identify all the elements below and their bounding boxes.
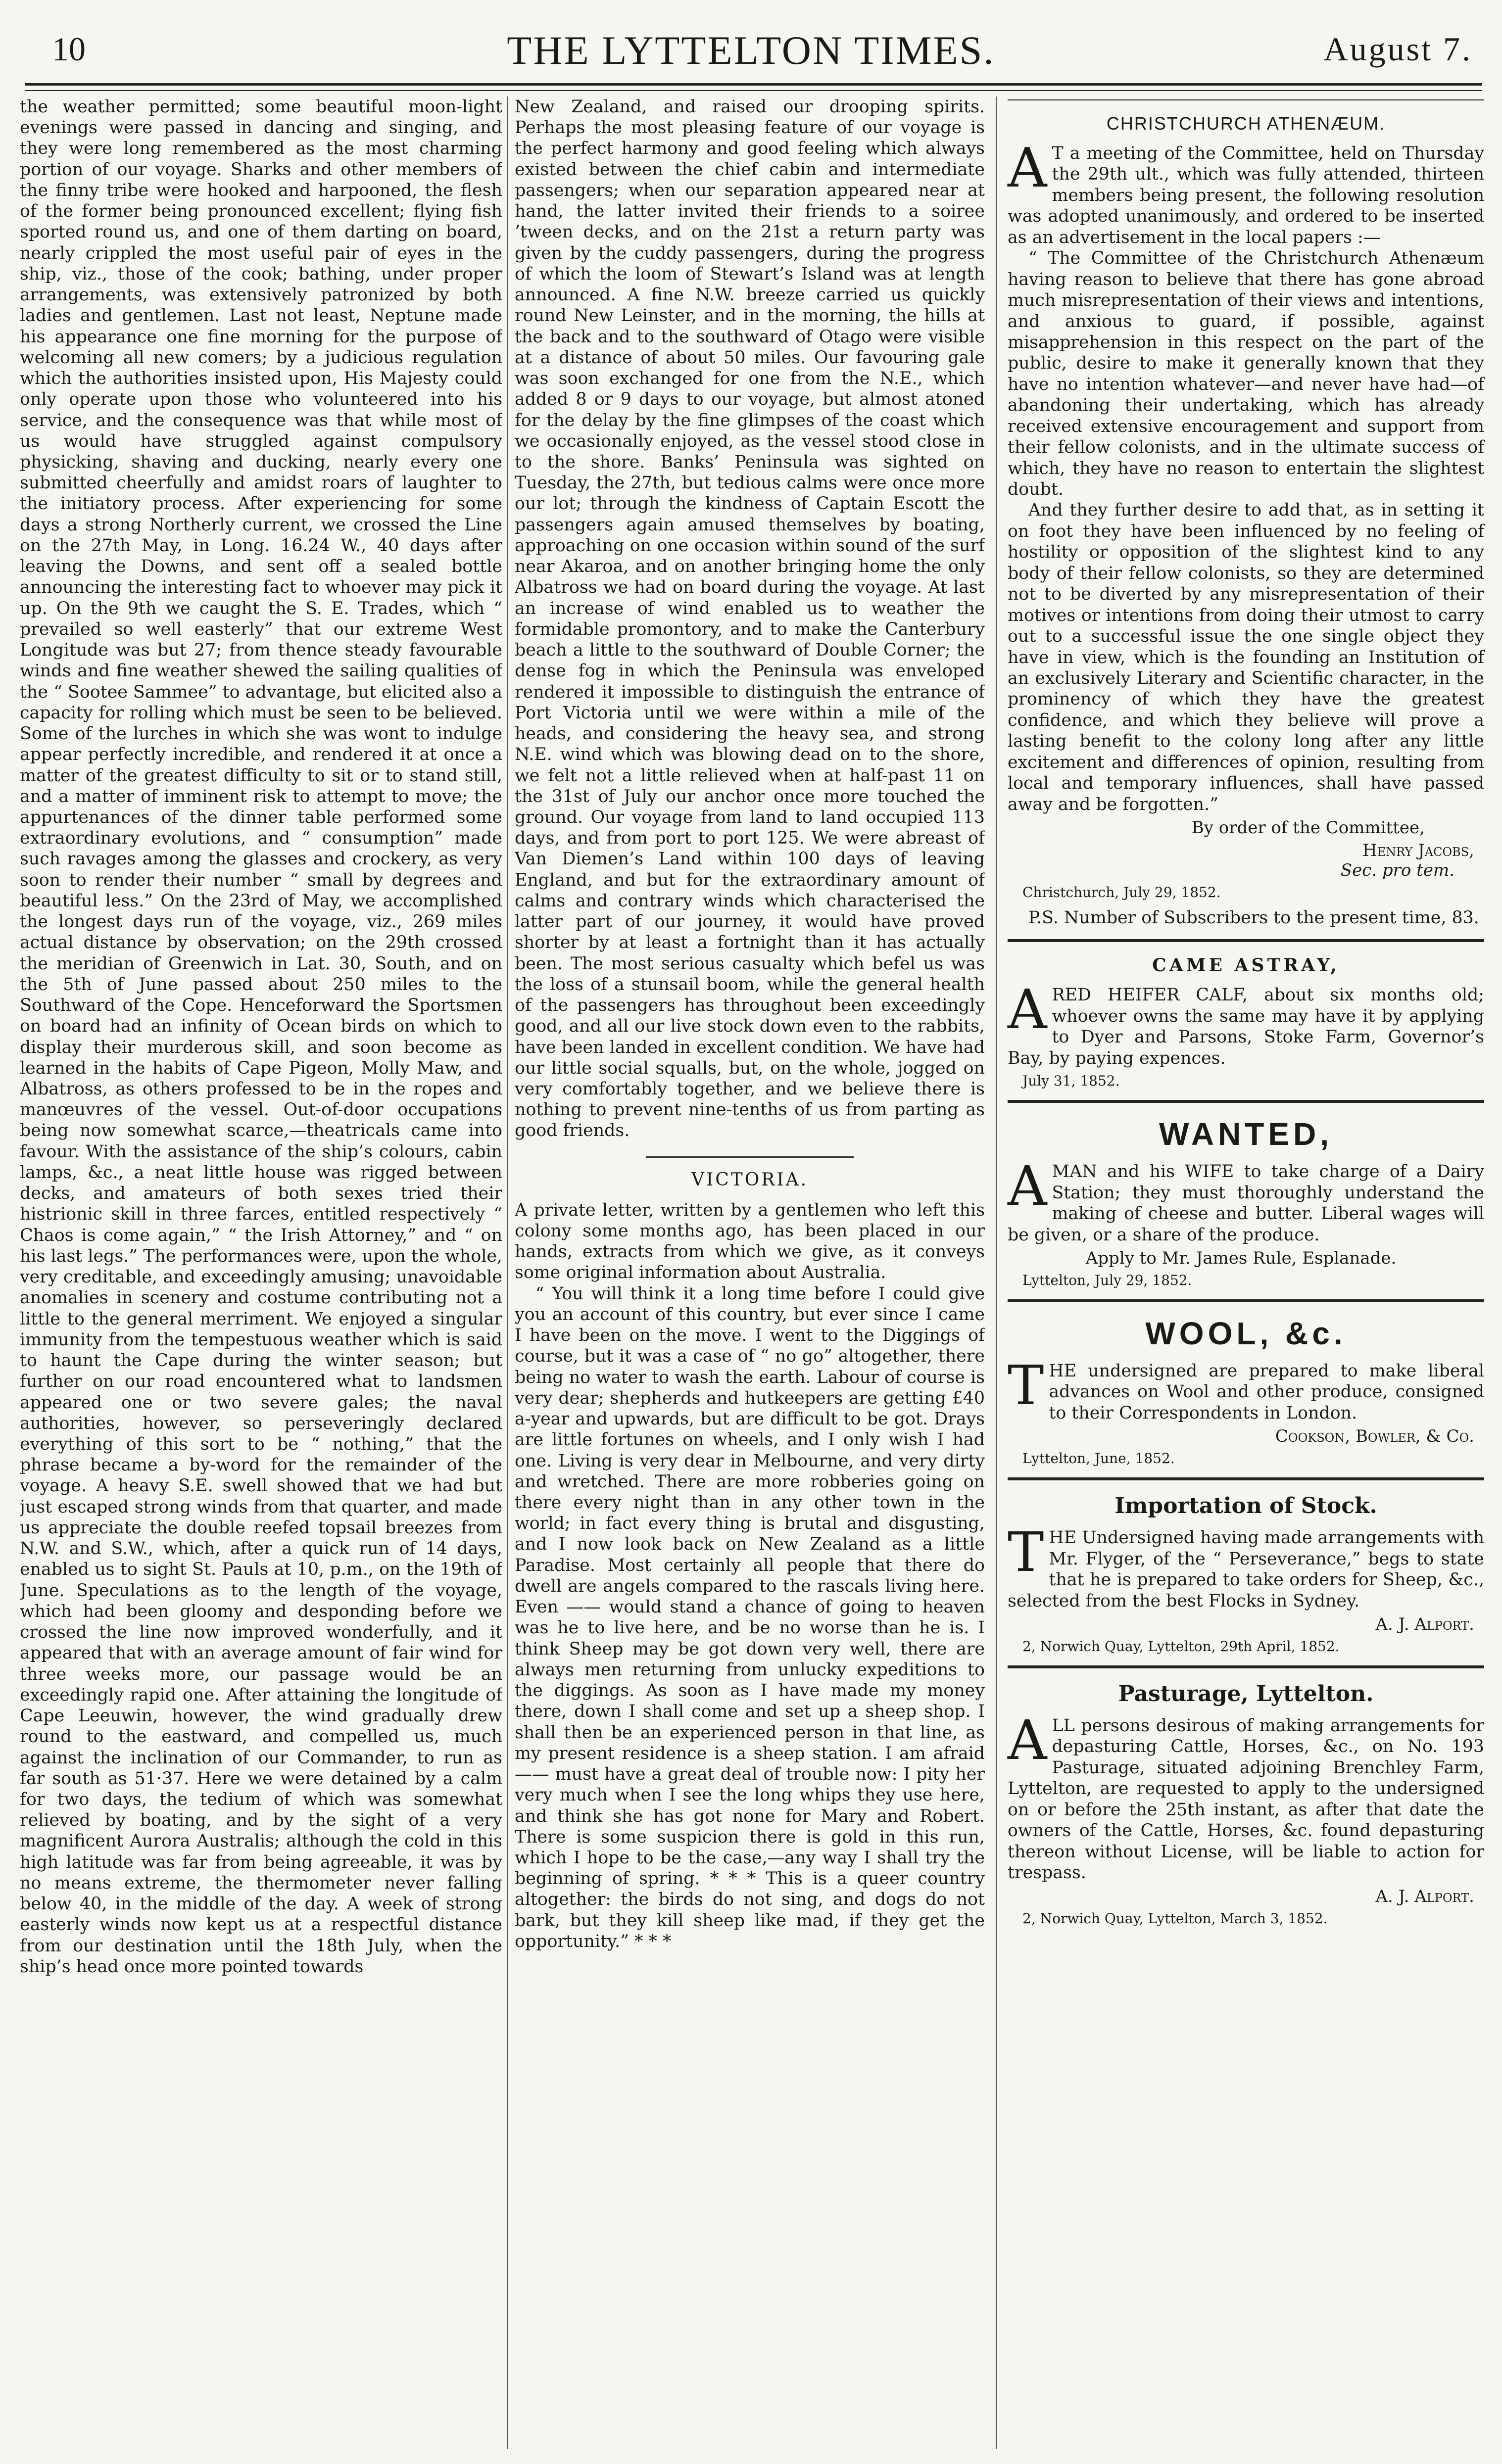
wanted-apply: Apply to Mr. James Rule, Esplanade. (1085, 1248, 1397, 1268)
wanted-dateline: Lyttelton, July 29, 1852. (1022, 1272, 1192, 1288)
came-astray-dateline: July 31, 1852. (1022, 1073, 1120, 1090)
masthead (0, 0, 1502, 94)
article-paragraph: the weather permitted; some beautiful moon-light evenings were passed in dancing and singing, and they were long remembered as the most charming portion of our voyage. Sharks and other members of the finny tribe were hooked and harpooned, the flesh of the former being pronounced excellent; flying fish sported round us, and one of them darting on board, nearly crippled the most useful pair of eyes in the ship, viz., those of the cook; bathing, under proper arrangements, was extensively patronized by both ladies and gentlemen. Last not least, Neptune made his appearance one fine morning for the purpose of welcoming all new comers; by a judicious regulation which the authorities insisted upon, His Majesty could only operate upon those who volunteered into his service, and the consequence was that while most of us would have struggled against compulsory physicking, shaving and ducking, nearly every one submitted cheerfully and amidst roars of laughter to the initiatory process. After experiencing for some days a strong Northerly current, we crossed the Line on the 27th May, in Long. 16.24 W., 40 days after leaving the Downs, and sent off a sealed bottle announcing the interesting fact to whoever may pick it up. On the 9th we caught the S. E. Trades, which “ prevailed so well easterly” that our extreme West Longitude was but 27; from thence steady favourable winds and fine weather shewed the sailing qualities of the “ Sootee Sammee” to advantage, but elicited also a capacity for rolling which must be seen to be believed. Some of the lurches in which she was wont to indulge appear perfectly incredible, and rendered it at once a matter of the greatest difficulty to sit or to stand still, and a matter of imminent risk to attempt to move; the appurtenances of the dinner table performed some extraordinary evolutions, and “ consumption” made such ravages among the glasses and crockery, as very soon to render their number “ small by degrees and beautiful less.” On the 23rd of May, we accomplished the longest days run of the voyage, viz., 269 miles actual distance by observation; on the 29th crossed the meridian of Greenwich in Lat. 30, South, and on the 5th of June passed about 250 miles to the Southward of the Cope. Henceforward the Sportsmen on board had an infinity of Ocean birds on which to display their murderous skill, and soon become as learned in the habits of Cape Pigeon, Molly Maw, and Albatross, as others professed to be in the ropes and manœuvres of the vessel. Out-of-door occupations being now somewhat scarce,—theatricals came into favour. With the assistance of the ship’s colours, cabin lamps, &c., a neat little house was rigged between decks, and amateurs of both sexes tried their histrionic skill in three farces, entitled respectively “ Chaos is come again,” “ the Irish Attorney,” and “ on his last legs.” The performances were, upon the whole, very creditable, and exceedingly amusing; unavoidable anomalies in scenery and costume contributing not a little to the general merriment. We enjoyed a singular immunity from the tempestuous weather which is said to haunt the Cape during the winter season; but further on our road encountered what to landsmen appeared one or two severe gales; the naval authorities, however, so perseveringly declared everything of this sort to be “ nothing,” that the phrase became a by-word for the remainder of the voyage. A heavy S.E. swell showed that we had but just escaped strong winds from that quarter, and made us appreciate the double reefed topsail breezes from N.W. and S.W., which, after a quick run of 14 days, enabled us to sight St. Pauls at 10, p.m., on the 19th of June. Speculations as to the length of the voyage, which had been gloomy and desponding before we crossed the line now improved wonderfully, and it appeared that with an average amount of fair wind for three weeks more, our passage would be an exceedingly rapid one. After attaining the longitude of Cape Leeuwin, however, the wind gradually drew round to the eastward, and compelled us, much against the inclination of our Commander, to run as far south as 51·37. Here we were detained by a calm for two days, the tedium of which was somewhat relieved by boating, and by the sight of a very magnificent Aurora Australis; although the cold in this high latitude was far from being agreeable, it was by no means extreme, the thermometer never falling below 40, in the middle of the day. A week of strong easterly winds now kept us at a respectful distance from our destination until the 18th July, when the ship’s head once more pointed towards (20, 97, 502, 1977)
stock-notice (1005, 1477, 1487, 1655)
dropcap: A (1008, 136, 1047, 199)
notice-rule (1008, 1100, 1484, 1103)
athenaeum-ps: P.S. Number of Subscribers to the present time, 83. (1028, 908, 1479, 928)
wool-signer: Cookson, Bowler, & Co. (1275, 1426, 1474, 1447)
athenaeum-title: CHRISTCHURCH ATHENÆUM. (1106, 113, 1386, 134)
athenaeum-para-1: T a meeting of the Committee, held on Thursday the 29th ult., which was fully attended, thirteen members being present, the following resolution was adopted unanimously, and ordered to be inserted as an advertisement in the local papers :— (1008, 143, 1484, 247)
pasturage-notice (1005, 1665, 1487, 1927)
wanted-text: MAN and his WIFE to take charge of a Dairy Station; they must thoroughly understand the making of cheese and butter. Liberal wages will be given, or a share of the produce. (1008, 1162, 1484, 1245)
stock-dateline: 2, Norwich Quay, Lyttelton, 29th April, 1852. (1022, 1638, 1340, 1655)
voyage-article-end (515, 96, 985, 1141)
pasturage-signer: A. J. Alport. (1375, 1886, 1474, 1906)
stock-signer: A. J. Alport. (1375, 1614, 1474, 1634)
column-divider (996, 96, 997, 2449)
athenaeum-order: By order of the Committee, (1191, 818, 1425, 838)
column-divider (507, 96, 508, 2449)
pasturage-dateline: 2, Norwich Quay, Lyttelton, March 3, 1852. (1022, 1910, 1328, 1927)
dropcap: A (1008, 1154, 1047, 1218)
athenaeum-signer-title: Sec. pro tem. (1340, 860, 1454, 880)
section-divider (646, 1156, 854, 1158)
wool-dateline: Lyttelton, June, 1852. (1022, 1450, 1175, 1467)
came-astray-text: RED HEIFER CALF, about six months old; whoever owns the same may have it by applying to Dyer and Parsons, Stoke Farm, Governor’s Bay, by paying expences. (1008, 985, 1484, 1068)
athenaeum-dateline: Christchurch, July 29, 1852. (1022, 884, 1221, 900)
dropcap: A (1008, 1708, 1047, 1772)
pasturage-text: LL persons desirous of making arrangements for depasturing Cattle, Horses, &c., on No. 193 Pasturage, situated adjoining Brenchley Farm, Lyttelton, are requested to apply to the undersigned on or before the 25th instant, as after that date the owners of the Cattle, Horses, &c. found depasturing thereon without License, will be liable to action for trespass. (1008, 1716, 1484, 1883)
victoria-heading: VICTORIA. (691, 1169, 809, 1190)
dropcap: T (1008, 1520, 1044, 1584)
came-astray-notice (1005, 939, 1487, 1089)
column-1 (20, 96, 502, 2449)
masthead-rule (25, 83, 1482, 86)
stock-title: Importation of Stock. (1114, 1493, 1377, 1519)
victoria-article (515, 1200, 985, 1952)
masthead-rule-thin (25, 90, 1482, 91)
notice-rule (1008, 99, 1484, 100)
wool-notice (1005, 1299, 1487, 1467)
came-astray-title: CAME ASTRAY, (1152, 955, 1340, 976)
wanted-title: WANTED, (1159, 1116, 1333, 1152)
notice-rule (1008, 1665, 1484, 1668)
notice-rule (1008, 939, 1484, 942)
voyage-article-continued (20, 96, 502, 1977)
dropcap: A (1008, 978, 1047, 1042)
athenaeum-para-3: And they further desire to add that, as in setting it on foot they have been influenced by no feeling of hostility or opposition of the slightest kind to any body of their fellow colonists, so they are determined not to be diverted by any misrepresentation of their motives or intentions from doing their utmost to carry out to a successful issue the one single object they have in view, which is the founding an Institution of an exclusively Literary and Scientific character, in the prominency of which they have the greatest confidence, and which they believe will prove a lasting benefit to the colony long after any little excitement and differences of opinion, resulting from local and temporary influences, shall have passed away and be forgotten.” (1008, 500, 1484, 814)
wool-title: WOOL, &c. (1145, 1315, 1347, 1351)
pasturage-title: Pasturage, Lyttelton. (1118, 1681, 1374, 1706)
column-2 (515, 96, 985, 2449)
paper-title: THE LYTTELTON TIMES. (507, 28, 995, 73)
stock-text: HE Undersigned having made arrangements with Mr. Flyger, of the “ Perseverance,” begs to state that he is prepared to take orders for Sheep, &c., selected from the best Flocks in Sydney. (1008, 1528, 1484, 1611)
athenaeum-signer: Henry Jacobs, (1362, 841, 1474, 860)
page-number: 10 (52, 30, 86, 68)
wool-text: HE undersigned are prepared to make liberal advances on Wool and other produce, consigned to their Correspondents in London. (1049, 1361, 1484, 1423)
notice-rule (1008, 1477, 1484, 1480)
issue-date: August 7. (1323, 30, 1472, 68)
athenaeum-notice (1005, 99, 1487, 928)
wanted-notice (1005, 1100, 1487, 1288)
column-3 (1005, 96, 1487, 2449)
notice-rule (1008, 1299, 1484, 1302)
victoria-intro: A private letter, written by a gentlemen who left this colony some months ago, has been placed in our hands, extracts from which we give, as it conveys some original information about Australia. (515, 1200, 985, 1283)
victoria-letter: “ You will think it a long time before I could give you an account of this country, but ever since I came I have been on the move. I went to the Diggings of course, but it was a case of “ no go” altogether, there being no water to wash the earth. Labour of course is very dear; shepherds and hutkeepers are getting £40 a-year and upwards, but are difficult to be got. Drays are little fortunes on wheels, and I only wish I had one. Living is very dear in Melbourne, and very dirty and wretched. There are more robberies going on there every night than in any other town in the world; in fact every thing is brutal and disgusting, and I now look back on New Zealand as a little Paradise. Most certainly all people that there do dwell are angels compared to the rascals living here. Even —— would stand a chance of going to heaven was he to live here, and be no worse than he is. I think Sheep may be got down very well, there are always men returning from unlucky expeditions to the diggings. As soon as I have made my money there, down I shall come and set up a sheep shop. I shall then be an experienced person in that line, as my present residence is a sheep station. I am afraid —— must have a great deal of trouble now: I pity her very much when I see the long whips they use here, and think she has got none for Mary and Robert. There is some suspicion there is gold in this run, which I hope to be the case,—any way I shall try the beginning of spring. * * * This is a queer country altogether: the birds do not sing, and dogs do not bark, but they kill sheep like mad, if they get the opportunity.” * * * (515, 1283, 985, 1951)
dropcap: T (1008, 1353, 1044, 1417)
article-paragraph: New Zealand, and raised our drooping spirits. Perhaps the most pleasing feature of our voyage is the perfect harmony and good feeling which always existed between the chief cabin and intermediate passengers; when our separation appeared near at hand, the latter invited their friends to a soiree ’tween decks, and on the 21st a return party was given by the cuddy passengers, during the progress of which the loom of Stewart’s Island was at length announced. A fine N.W. breeze carried us quickly round New Leinster, and in the morning, the hills at the back and to the southward of Otago were visible at a distance of about 50 miles. Our favouring gale was soon exchanged for one from the N.E., which added 8 or 9 days to our voyage, but almost atoned for the delay by the fine glimpses of the coast which we occasionally enjoyed, as the vessel stood close in to the shore. Banks’ Peninsula was sighted on Tuesday, the 27th, but tedious calms were once more our lot; through the kindness of Captain Escott the passengers again amused themselves by boating, approaching on one occasion within sound of the surf near Akaroa, and on another bringing home the only Albatross we had on board during the voyage. At last an increase of wind enabled us to weather the formidable promontory, and to make the Canterbury beach a little to the southward of Double Corner; the dense fog in which the Peninsula was enveloped rendered it impossible to distinguish the entrance of Port Victoria until we were within a mile of the heads, and considering the heavy sea, and strong N.E. wind which was blowing dead on to the shore, we felt not a little relieved when at half-past 11 on the 31st of July our anchor once more touched the ground. Our voyage from land to land occupied 113 days, and from port to port 125. We were abreast of Van Diemen’s Land within 100 days of leaving England, and but for the extraordinary amount of calms and contrary winds which characterised the latter part of our journey, it would have proved shorter by at least a fortnight than it has actually been. The most serious casualty which befel us was the loss of a stunsail boom, while the general health of the passengers has throughout been exceedingly good, and all our live stock down even to the rabbits, have been landed in excellent condition. We have had our little social squalls, but, on the whole, jogged on very comfortably together, and we believe there is nothing to prevent nine-tenths of us from parting as good friends. (515, 97, 985, 1141)
athenaeum-para-2: “ The Committee of the Christchurch Athenæum having reason to believe that there has gone abroad much misrepresentation of their views and intentions, and anxious to guard, if possible, against misapprehension in this respect on the part of the public, desire to make it generally known that they have no intention whatever—and never have had—of abandoning their undertaking, which has already received extensive encouragement and support from their fellow colonists, and in the ultimate success of which, they have no reason to entertain the slightest doubt. (1008, 248, 1484, 499)
